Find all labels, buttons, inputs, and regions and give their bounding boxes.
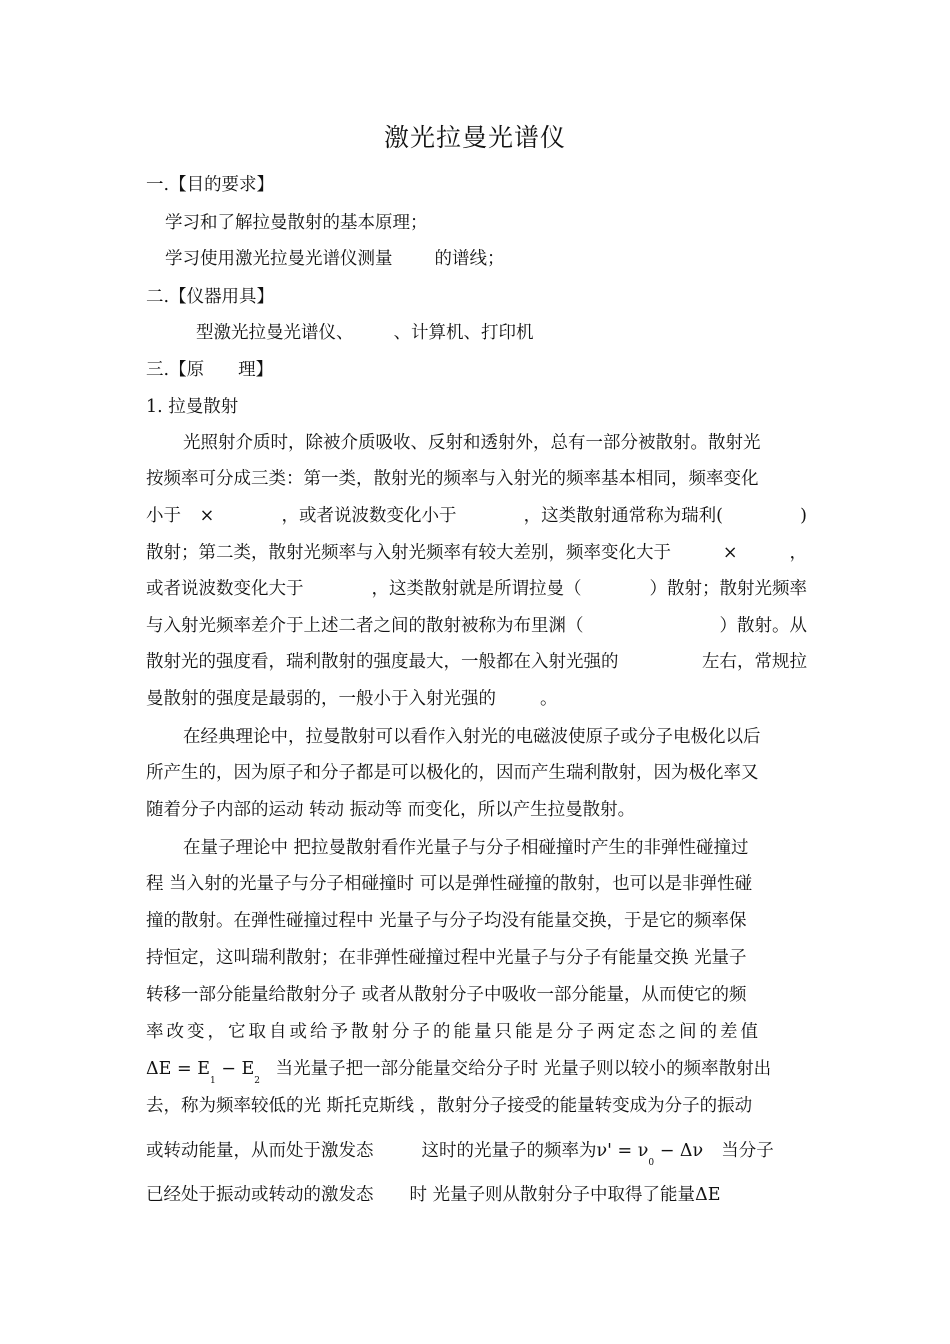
section-heading-principle: 三.【原 理】 [146,360,274,380]
paragraph-line: 在经典理论中，拉曼散射可以看作入射光的电磁波使原子或分子电极化以后 [183,727,761,747]
subsection-raman-scattering: 1. 拉曼散射 [146,397,239,417]
paragraph-line: 曼散射的强度是最弱的，一般小于入射光强的 。 [146,689,558,709]
energy-equation-line: $\Delta E = E_1 - E_2$ 当光量子把一部分能量交给分子时 光量子则以较小的频率散射出 [146,1059,772,1086]
page-title: 激光拉曼光谱仪 [383,123,566,152]
frequency-equation: $\nu' = \nu_0 - \Delta\nu$ [596,1141,704,1168]
purpose-item-1: 学习和了解拉曼散射的基本原理； [165,213,428,233]
paragraph-line: 按频率可分成三类：第一类，散射光的频率与入射光的频率基本相同，频率变化 [146,469,759,489]
paragraph-line: 与入射光频率差介于上述二者之间的散射被称为布里渊（ ）散射。从 [146,616,807,636]
paragraph-line: 持恒定，这叫瑞利散射；在非弹性碰撞过程中光量子与分子有能量交换 光量子 [146,948,747,968]
frequency-equation-line: 或转动能量，从而处于激发态 这时的光量子的频率为$\nu' = \nu_0 - \Delta\nu$ 当分子 [146,1141,774,1168]
paragraph-line: 散射；第二类，散射光频率与入射光频率有较大差别，频率变化大于 × ， [146,543,807,563]
paragraph-line: 率改变，它取自或给予散射分子的能量只能是分子两定态之间的差值 [146,1022,761,1042]
section-heading-purpose: 一.【目的要求】 [146,175,275,195]
instruments-list: 型激光拉曼光谱仪、 、计算机、打印机 [196,323,534,343]
paragraph-line: 撞的散射。在弹性碰撞过程中 光量子与分子均没有能量交换，于是它的频率保 [146,911,747,931]
purpose-item-2: 学习使用激光拉曼光谱仪测量 的谱线； [165,249,505,269]
paragraph-line: 所产生的，因为原子和分子都是可以极化的，因而产生瑞利散射，因为极化率又 [146,763,759,783]
section-heading-instruments: 二.【仪器用具】 [146,287,275,307]
paragraph-line: 转移一部分能量给散射分子 或者从散射分子中吸收一部分能量，从而使它的频 [146,985,747,1005]
paragraph-line: 已经处于振动或转动的激发态 时 光量子则从散射分子中取得了能量ΔE [146,1185,721,1205]
paragraph-line: 在量子理论中 把拉曼散射看作光量子与分子相碰撞时产生的非弹性碰撞过 [183,838,749,858]
paragraph-line: 光照射介质时，除被介质吸收、反射和透射外，总有一部分被散射。散射光 [183,433,761,453]
paragraph-line: 小于 × ，或者说波数变化小于 ，这类散射通常称为瑞利( ) [146,506,807,526]
energy-equation: $\Delta E = E_1 - E_2$ [146,1059,261,1086]
paragraph-line: 或者说波数变化大于 ，这类散射就是所谓拉曼（ ）散射；散射光频率 [146,579,807,599]
paragraph-line: 散射光的强度看，瑞利散射的强度最大，一般都在入射光强的 左右，常规拉 [146,652,807,672]
paragraph-line: 去，称为频率较低的光 斯托克斯线 ，散射分子接受的能量转变成为分子的振动 [146,1096,753,1116]
paragraph-line: 程 当入射的光量子与分子相碰撞时 可以是弹性碰撞的散射，也可以是非弹性碰 [146,874,753,894]
paragraph-line: 随着分子内部的运动 转动 振动等 而变化，所以产生拉曼散射。 [146,800,636,820]
